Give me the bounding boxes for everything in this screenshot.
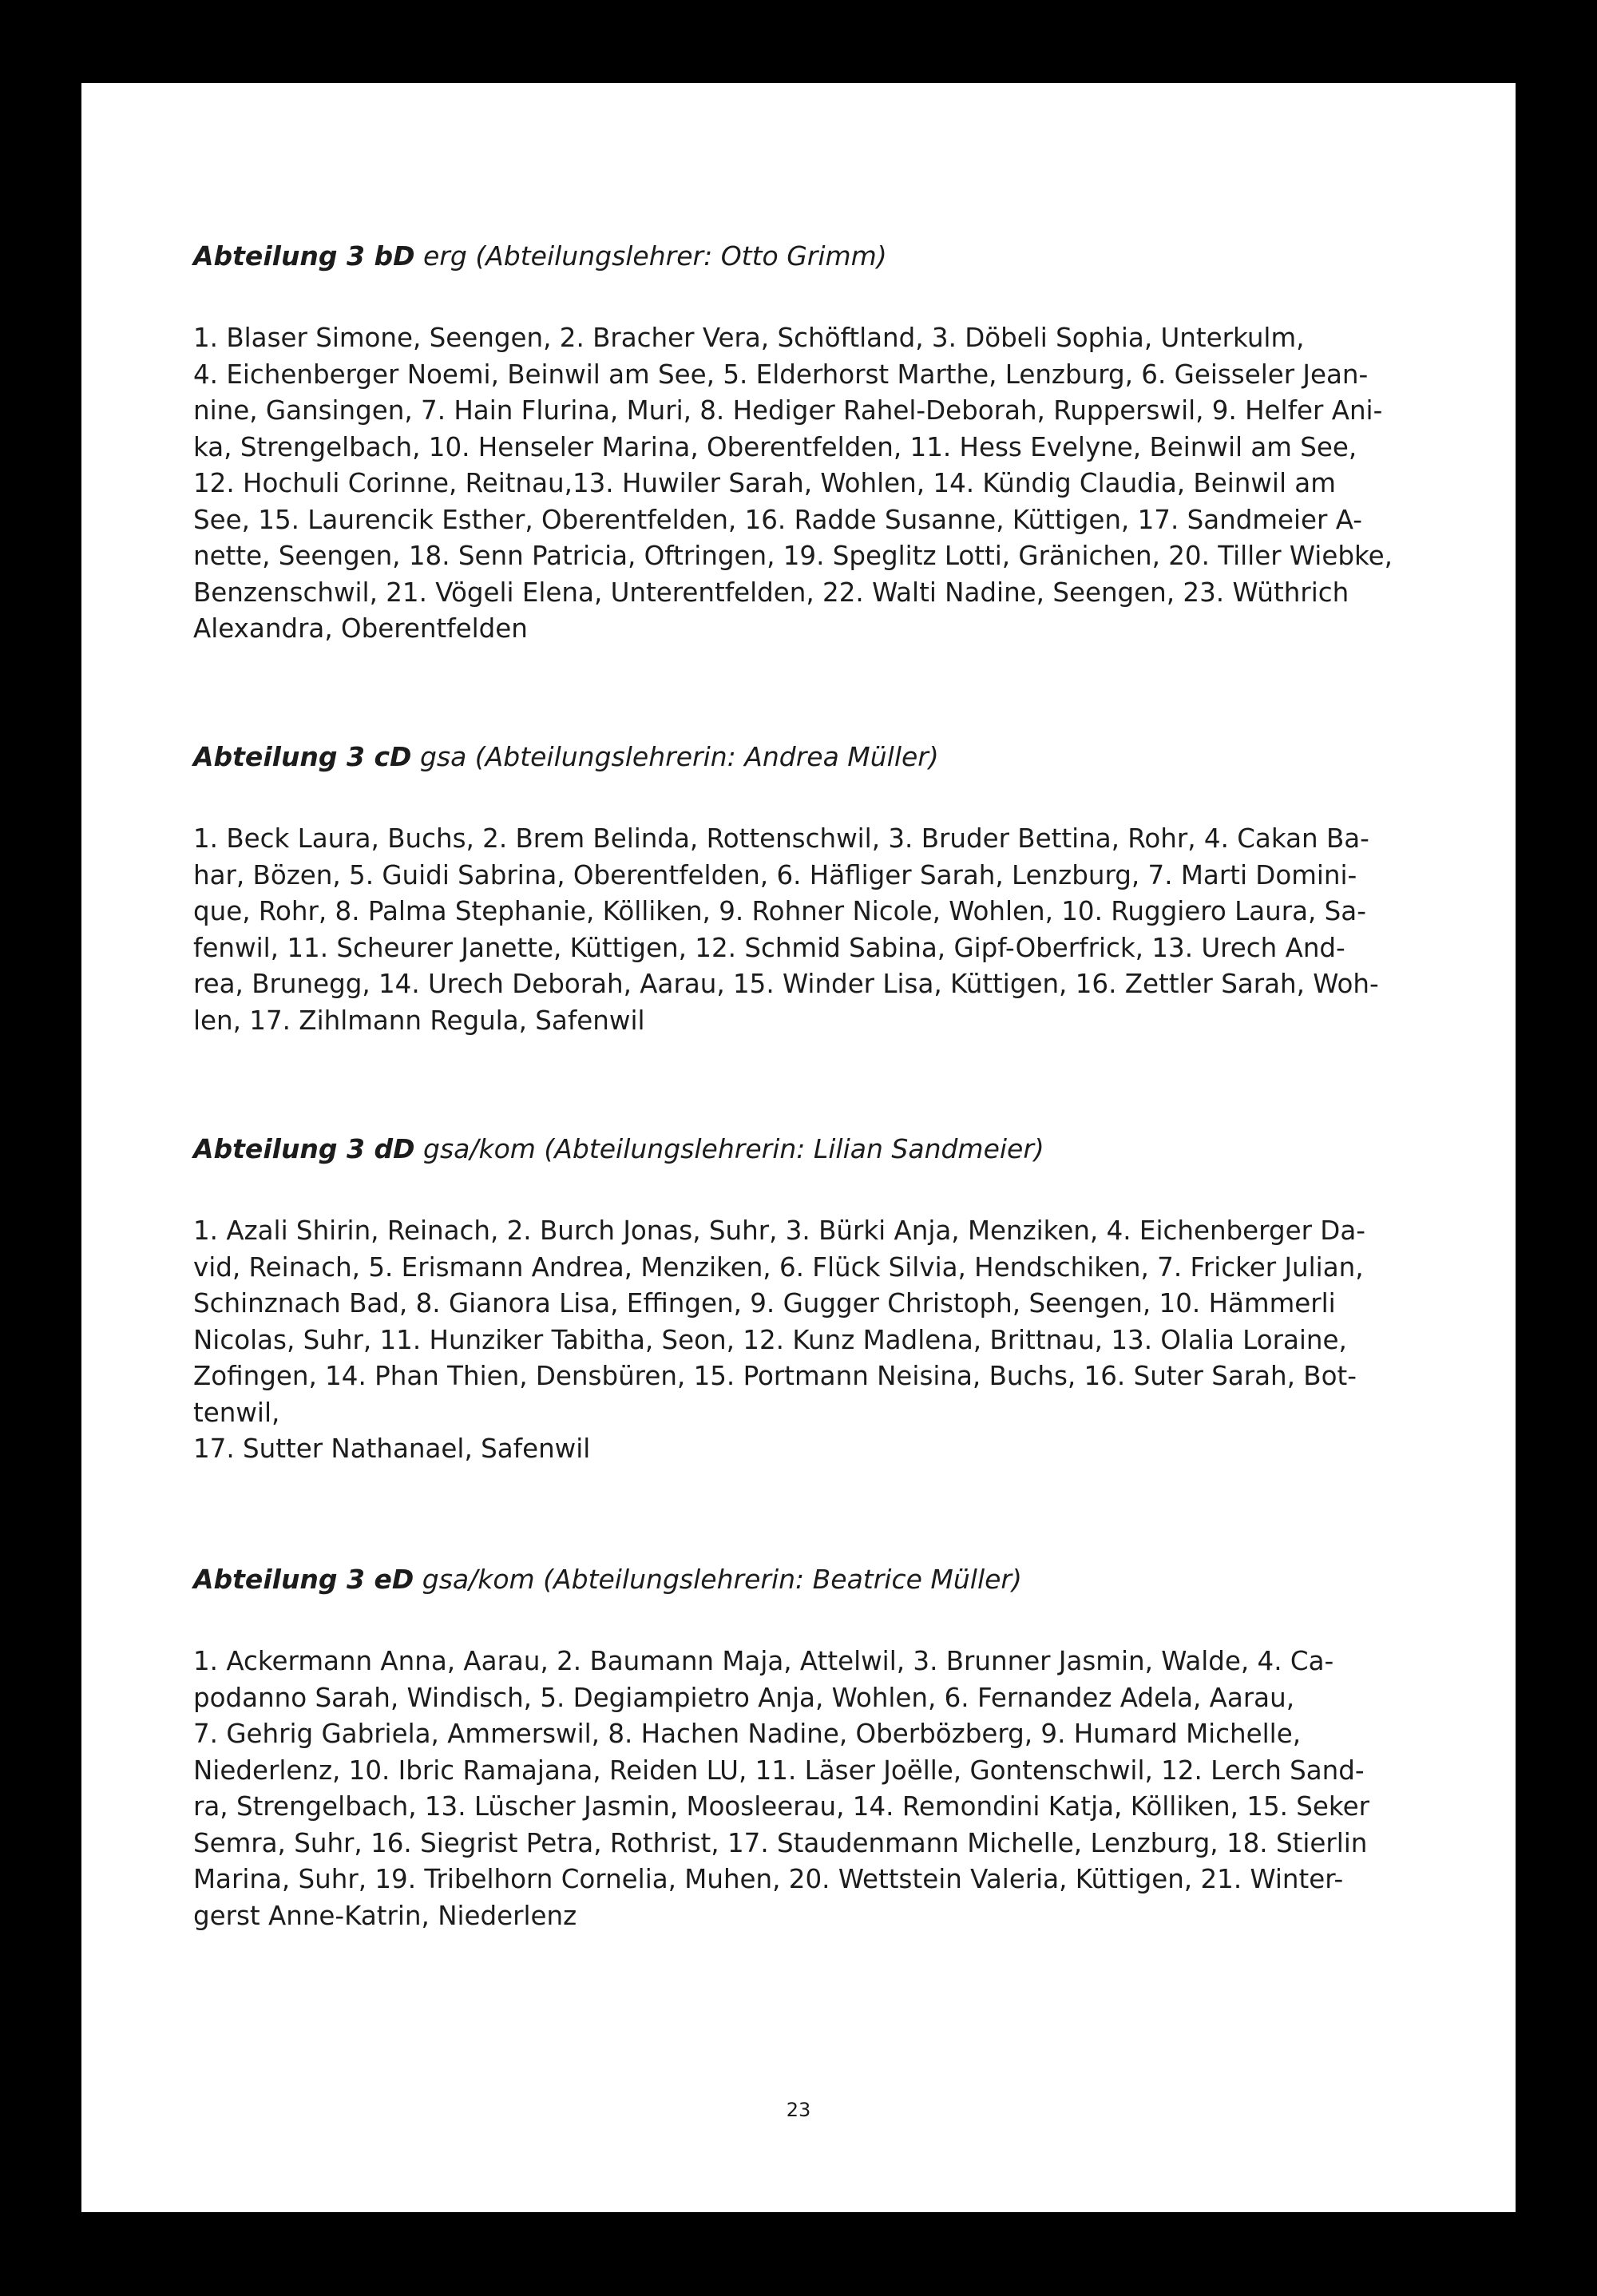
student-list-line: ra, Strengelbach, 13. Lüscher Jasmin, Moosleerau, 14. Remondini Katja, Kölliken, 15. Seker	[193, 1791, 1369, 1822]
section-heading	[193, 239, 1439, 274]
student-list-line: gerst Anne-Katrin, Niederlenz	[193, 1900, 577, 1931]
student-list-line: 7. Gehrig Gabriela, Ammerswil, 8. Hachen Nadine, Oberbözberg, 9. Humard Michelle,	[193, 1719, 1302, 1749]
student-list-line: Niederlenz, 10. Ibric Ramajana, Reiden LU, 11. Läser Joëlle, Gontenschwil, 12. Lerch Sand-	[193, 1755, 1365, 1786]
section-3bd	[193, 239, 1439, 648]
student-list	[193, 1213, 1439, 1468]
page-number: 23	[786, 2099, 811, 2121]
section-heading-lead: Abteilung 3 bD	[193, 240, 415, 272]
student-list-line: 1. Blaser Simone, Seengen, 2. Bracher Vera, Schöftland, 3. Döbeli Sophia, Unterkulm,	[193, 323, 1305, 353]
section-heading	[193, 1132, 1439, 1167]
student-list-line: Benzenschwil, 21. Vögeli Elena, Unterentfelden, 22. Walti Nadine, Seengen, 23. Wüthrich	[193, 577, 1349, 608]
student-list-line: Marina, Suhr, 19. Tribelhorn Cornelia, Muhen, 20. Wettstein Valeria, Küttigen, 21. Winter-	[193, 1864, 1344, 1894]
section-3cd	[193, 740, 1439, 1039]
student-list-line: nette, Seengen, 18. Senn Patricia, Oftringen, 19. Speglitz Lotti, Gränichen, 20. Tiller Wiebke,	[193, 541, 1393, 571]
section-heading-subtitle: gsa/kom (Abteilungslehrerin: Lilian Sandmeier)	[414, 1133, 1044, 1164]
student-list-line: podanno Sarah, Windisch, 5. Degiampietro Anja, Wohlen, 6. Fernandez Adela, Aarau,	[193, 1682, 1295, 1713]
student-list-line: tenwil,	[193, 1397, 280, 1428]
student-list-line: 12. Hochuli Corinne, Reitnau,13. Huwiler Sarah, Wohlen, 14. Kündig Claudia, Beinwil am	[193, 468, 1336, 498]
student-list-line: Schinznach Bad, 8. Gianora Lisa, Effingen, 9. Gugger Christoph, Seengen, 10. Hämmerli	[193, 1288, 1336, 1319]
student-list-line: See, 15. Laurencik Esther, Oberentfelden, 16. Radde Susanne, Küttigen, 17. Sandmeier A-	[193, 504, 1362, 535]
student-list-line: Semra, Suhr, 16. Siegrist Petra, Rothrist, 17. Staudenmann Michelle, Lenzburg, 18. Stierlin	[193, 1827, 1368, 1858]
section-heading-lead: Abteilung 3 eD	[193, 1564, 414, 1595]
student-list-line: 17. Sutter Nathanael, Safenwil	[193, 1434, 591, 1464]
section-heading-lead: Abteilung 3 dD	[193, 1133, 415, 1164]
student-list-line: Nicolas, Suhr, 11. Hunziker Tabitha, Seon, 12. Kunz Madlena, Brittnau, 13. Olalia Loraine,	[193, 1324, 1347, 1355]
student-list	[193, 821, 1439, 1039]
student-list-line: har, Bözen, 5. Guidi Sabrina, Oberentfelden, 6. Häfliger Sarah, Lenzburg, 7. Marti Domini-	[193, 859, 1357, 890]
student-list-line: ka, Strengelbach, 10. Henseler Marina, Oberentfelden, 11. Hess Evelyne, Beinwil am See,	[193, 431, 1357, 462]
section-heading-lead: Abteilung 3 cD	[193, 741, 412, 772]
section-heading-subtitle: gsa/kom (Abteilungslehrerin: Beatrice Müller)	[414, 1564, 1022, 1595]
student-list	[193, 1644, 1439, 1934]
student-list-line: rea, Brunegg, 14. Urech Deborah, Aarau, 15. Winder Lisa, Küttigen, 16. Zettler Sarah, Woh-	[193, 969, 1379, 999]
student-list-line: len, 17. Zihlmann Regula, Safenwil	[193, 1005, 645, 1036]
student-list-line: 1. Ackermann Anna, Aarau, 2. Baumann Maja, Attelwil, 3. Brunner Jasmin, Walde, 4. Ca-	[193, 1646, 1334, 1676]
section-heading-subtitle: erg (Abteilungslehrer: Otto Grimm)	[414, 240, 887, 272]
student-list-line: Alexandra, Oberentfelden	[193, 613, 528, 644]
student-list-line: fenwil, 11. Scheurer Janette, Küttigen, 12. Schmid Sabina, Gipf-Oberfrick, 13. Urech And-	[193, 932, 1345, 963]
section-3dd	[193, 1132, 1439, 1468]
document-page	[81, 83, 1516, 2212]
student-list-line: 1. Azali Shirin, Reinach, 2. Burch Jonas, Suhr, 3. Bürki Anja, Menziken, 4. Eichenberger Da-	[193, 1215, 1365, 1246]
student-list-line: 1. Beck Laura, Buchs, 2. Brem Belinda, Rottenschwil, 3. Bruder Bettina, Rohr, 4. Cakan Ba-	[193, 823, 1369, 854]
student-list-line: 4. Eichenberger Noemi, Beinwil am See, 5. Elderhorst Marthe, Lenzburg, 6. Geisseler Jean-	[193, 359, 1369, 390]
section-heading	[193, 1562, 1439, 1597]
student-list-line: que, Rohr, 8. Palma Stephanie, Kölliken, 9. Rohner Nicole, Wohlen, 10. Ruggiero Laura, Sa-	[193, 896, 1366, 926]
student-list-line: nine, Gansingen, 7. Hain Flurina, Muri, 8. Hediger Rahel-Deborah, Rupperswil, 9. Helfer Ani-	[193, 395, 1383, 426]
section-3ed	[193, 1562, 1439, 1934]
student-list-line: vid, Reinach, 5. Erismann Andrea, Menziken, 6. Flück Silvia, Hendschiken, 7. Fricker Julian,	[193, 1251, 1364, 1283]
student-list-line: Zofingen, 14. Phan Thien, Densbüren, 15. Portmann Neisina, Buchs, 16. Suter Sarah, Bot-	[193, 1361, 1357, 1391]
section-heading	[193, 740, 1439, 775]
section-heading-subtitle: gsa (Abteilungslehrerin: Andrea Müller)	[411, 741, 939, 772]
student-list	[193, 320, 1439, 648]
